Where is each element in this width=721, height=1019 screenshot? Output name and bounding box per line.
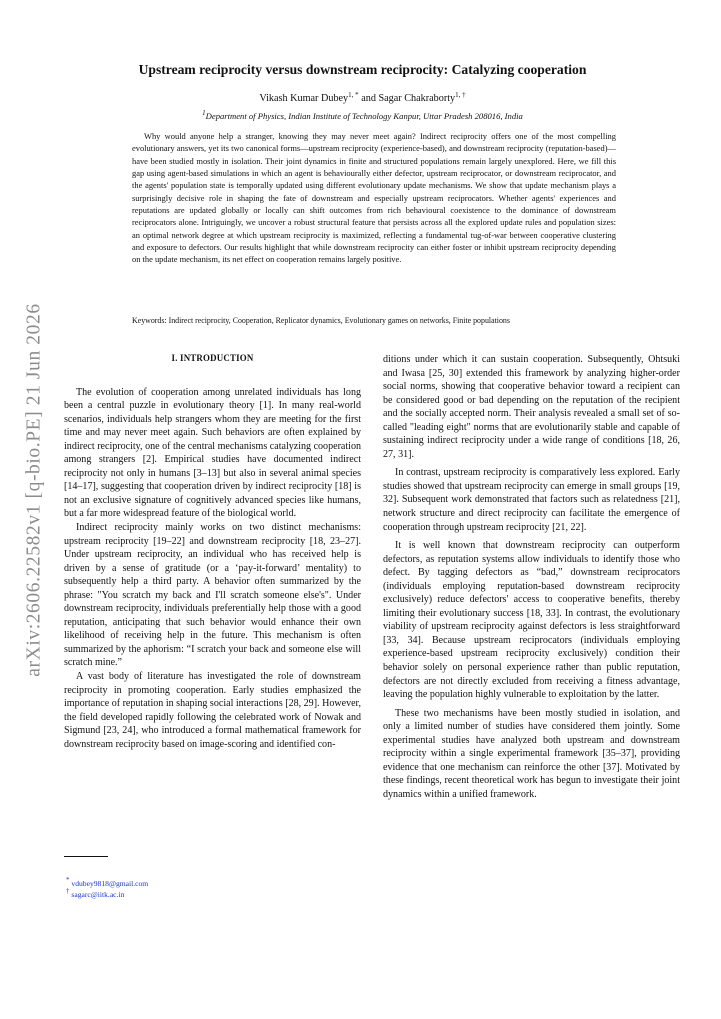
affiliation: [90, 111, 635, 121]
keywords: Keywords: Indirect reciprocity, Cooperation, Replicator dynamics, Evolutionary games on networks, Finite populations: [132, 316, 510, 325]
paper-title: Upstream reciprocity versus downstream reciprocity: Catalyzing cooperation: [138, 62, 587, 77]
author-name: Vikash Kumar Dubey: [259, 93, 349, 104]
footnote-rule: [64, 856, 108, 857]
paragraph: ditions under which it can sustain cooperation. Subsequently, Ohtsuki and Iwasa [25, 30] extended this framework by analyzing higher-order social norms, showing that cooperative behavior toward a recipient can be considered good or bad depending on the reputation of the recipient and the socially accepted norm. Their analysis revealed a small set of so-called "leading eight" norms that are evolutionarily stable and capable of sustaining indirect reciprocity under a wide range of conditions [18, 26, 27, 31].: [383, 354, 680, 460]
paragraph: These two mechanisms have been mostly studied in isolation, and only a limited number of studies have considered them jointly. Some experimental studies have analyzed both upstream and downstream reciprocity within a single experimental framework [35–37], providing evidence that one mechanism can reinforce the other [37]. Motivated by these findings, recent theoretical work has begun to investigate their joint dynamics within a unified framework.: [383, 707, 680, 800]
arxiv-side-stamp: [22, 285, 48, 695]
paragraph: Indirect reciprocity mainly works on two distinct mechanisms: upstream reciprocity [19–22] and downstream reciprocity [18, 23–27]. Under upstream reciprocity, an individual who has received help is driven by a sense of gratitude (or a ‘pay-it-forward’ mentality) to subsequently help a third party. A behavior often summarized by the phrase: "You scratch my back and I'll scratch someone else's". Under downstream reciprocity, individuals preferentially help those with a good reputation, anticipating that such behavior would enhance their own likelihood of receiving help in the future. This mechanism is often summarized by the aphorism: “I scratch your back and someone else will scratch mine.”: [64, 522, 361, 669]
email-link[interactable]: sagarc@iitk.ac.in: [71, 890, 125, 899]
section-heading: I. INTRODUCTION: [171, 353, 254, 363]
affiliation-text: Department of Physics, Indian Institute of Technology Kanpur, Uttar Pradesh 208016, India: [205, 111, 523, 121]
paragraph: The evolution of cooperation among unrelated individuals has long been a central puzzle in evolutionary theory [1]. In many real-world scenarios, individuals help strangers whom they are meeting for the first time and may never meet again. Such behaviors are often explained by indirect reciprocity, one of the central mechanisms catalyzing cooperation among strangers [2]. Empirical studies have documented indirect reciprocity not only in humans [3–13] but also in several animal species [14–17], suggesting that cooperation driven by indirect reciprocity [18] is not an exclusive signature of cognitively advanced species like humans, but a far more widespread feature of the biological world.: [64, 386, 362, 520]
author-mark: 1, *: [348, 91, 359, 99]
footnote-email[interactable]: [64, 889, 361, 900]
footnote-mark: †: [66, 887, 70, 895]
footnote-mark: *: [66, 876, 70, 884]
arxiv-identifier: arXiv:2606.22582v1 [q-bio.PE] 21 Jun 2026: [24, 303, 46, 677]
footnotes: [64, 856, 361, 900]
left-column: [64, 352, 361, 751]
email-link[interactable]: vdubey9818@gmail.com: [71, 879, 149, 888]
paragraph: A vast body of literature has investigated the role of downstream reciprocity in promoting cooperation. Early studies emphasized the importance of reputation in shaping social interactions [28, 29]. However, the field developed rapidly following the celebrated work of Nowak and Sigmund [23, 24], who introduced a formal mathematical framework for downstream reciprocity based on image-scoring and identified con-: [64, 671, 362, 750]
footnote-email[interactable]: [64, 878, 361, 889]
author-name: Sagar Chakraborty: [378, 93, 456, 104]
author-conjunction: and: [361, 93, 376, 104]
paragraph: In contrast, upstream reciprocity is comparatively less explored. Early studies showed that upstream reciprocity can emerge in small groups [19, 32]. Subsequent work demonstrated that factors such as relatedness [21], network structure and direct reciprocity can facilitate the emergence of cooperation through upstream reciprocity [21, 22].: [383, 467, 680, 533]
right-column: [383, 353, 680, 802]
author-mark: 1, †: [455, 91, 466, 99]
abstract: Why would anyone help a stranger, knowing they may never meet again? Indirect reciprocity offers one of the most compelling evolutionary answers, yet its two canonical forms—upstream reciprocity (experience-based), and downstream reciprocity (reputation-based)—have been studied mostly in isolation. Their joint dynamics in finite and structured populations remain largely unexplored. Here, we fill this gap using agent-based simulations in which an agent is behaviourally either defector, upstream reciprocator, or downstream reciprocator, and the agents' population state is temporally updated using different evolutionary update mechanisms. We show that update mechanism plays a surprisingly decisive role in shaping the fate of downstream and especially upstream reciprocators. Whether agents' experiences and reputations are updated globally or locally can shift outcomes from rich behavioural coexistence to the dominance of downstream reciprocators alone. Intriguingly, we uncover a robust structural feature that persists across all the explored update rules and population sizes: an optimal network degree at which upstream reciprocity is maximized, reflecting a fundamental tug-of-war between cooperative clustering and exposure to defectors. Our results highlight that while downstream reciprocity can either foster or inhibit upstream reciprocity depending on the update mechanism, its net effect on cooperation remains largely positive.: [132, 131, 616, 265]
author-line: [90, 93, 635, 104]
affiliation-mark: 1: [202, 109, 206, 117]
paragraph: It is well known that downstream reciprocity can outperform defectors, as reputation systems allow individuals to identify those who defect. By tagging defectors as “bad,” downstream reciprocators (individuals employing reputation-based downstream reciprocity exclusively) reduce defectors' access to cooperative benefits, thereby limiting their evolutionary success [18, 33]. In contrast, the evolutionary viability of upstream reciprocity against defectors is less straightforward [33, 34]. Because upstream reciprocators (individuals employing experience-based upstream reciprocity exclusively) condition their behavior solely on personal experience rather than public reputation, defectors are not directly excluded from receiving a fitness advantage, leaving the population highly vulnerable to exploitation by the latter.: [383, 540, 680, 701]
